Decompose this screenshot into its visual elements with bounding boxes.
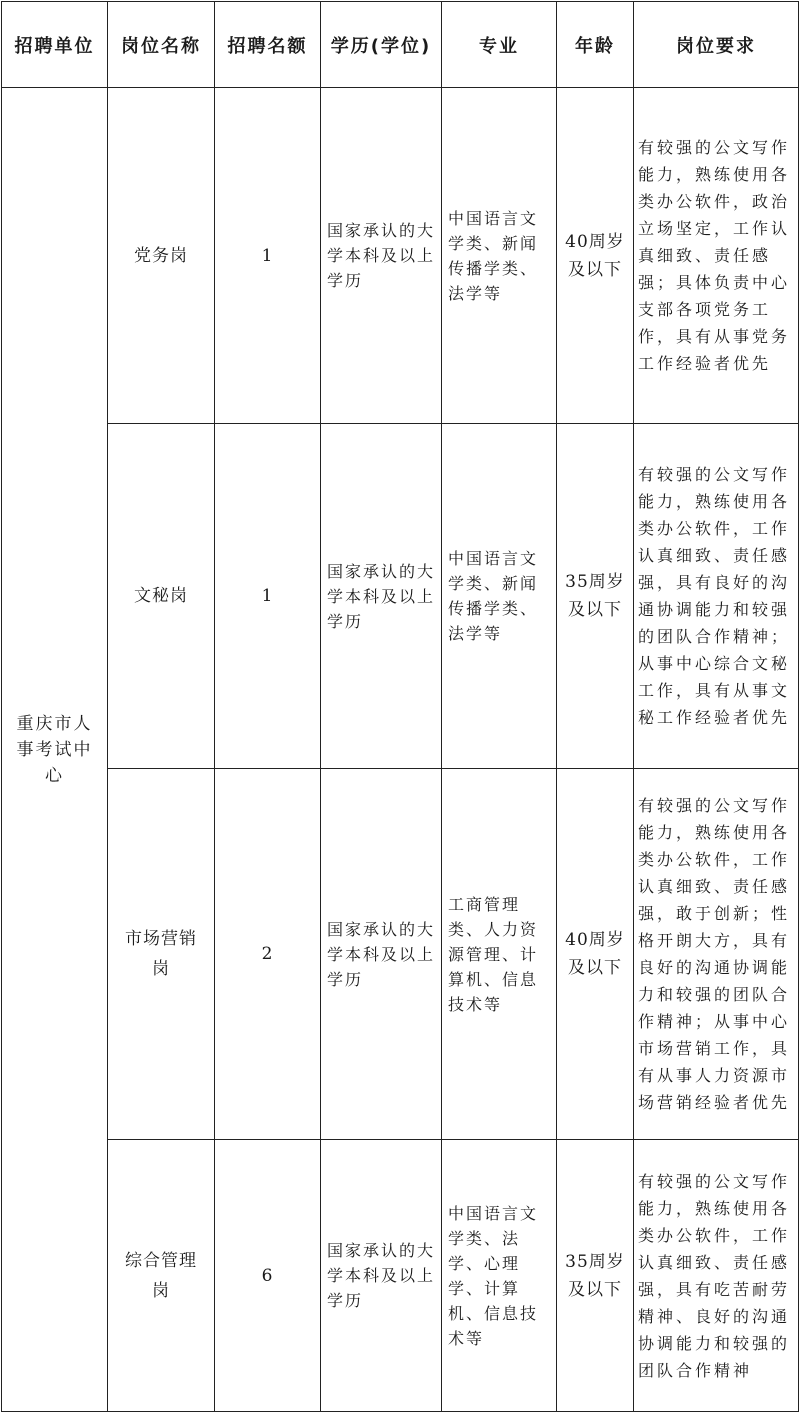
education-text: 国家承认的大学本科及以上学历 [327,1241,436,1310]
quota-value: 6 [261,1265,274,1286]
age-text: 40周岁及以下 [565,231,625,280]
recruitment-table [1,1,799,1412]
header-position [108,2,215,88]
requirements-text: 有较强的公文写作能力，熟练使用各类办公软件，政治立场坚定，工作认真细致、责任感强；具体负责中心支部各项党务工作，具有从事党务工作经验者优先 [638,138,791,373]
requirements-text: 有较强的公文写作能力，熟练使用各类办公软件，工作认真细致、责任感强，具有良好的沟通协调能力和较强的团队合作精神；从事中心综合文秘工作，具有从事文秘工作经验者优先 [638,465,791,727]
age-text: 40周岁及以下 [565,930,625,978]
header-age-label: 年龄 [575,35,615,57]
major-cell [442,88,557,424]
header-requirements [634,2,799,88]
education-cell [321,769,442,1140]
position-name: 市场营销岗 [125,929,197,979]
quota-value: 2 [261,944,274,964]
header-education [321,2,442,88]
header-age [557,2,634,88]
education-cell [321,88,442,424]
major-cell [442,769,557,1140]
header-unit-label: 招聘单位 [14,35,95,57]
header-requirements-label: 岗位要求 [676,35,756,57]
major-text: 中国语言文学类、新闻传播学类、法学等 [448,208,539,303]
header-quota [215,2,321,88]
position-cell [108,424,215,769]
education-text: 国家承认的大学本科及以上学历 [327,919,436,989]
header-row [2,2,799,88]
age-text: 35周岁及以下 [565,572,625,620]
header-unit [2,2,108,88]
education-cell [321,1140,442,1412]
major-text: 工商管理类、人力资源管理、计算机、信息技术等 [448,894,539,1014]
position-cell [108,88,215,424]
position-cell [108,1140,215,1412]
education-text: 国家承认的大学本科及以上学历 [327,561,436,631]
table-row [2,769,799,1140]
requirements-cell [634,88,799,424]
requirements-text: 有较强的公文写作能力，熟练使用各类办公软件，工作认真细致、责任感强，具有吃苦耐劳精神、良好的沟通协调能力和较强的团队合作精神 [638,1171,791,1380]
position-name: 党务岗 [134,245,188,266]
header-quota-label: 招聘名额 [227,35,308,57]
major-cell [442,424,557,769]
major-text: 中国语言文学类、法学、心理学、计算机、信息技术等 [448,1203,539,1348]
requirements-cell [634,769,799,1140]
quota-cell [215,88,321,424]
age-cell [557,769,634,1140]
requirements-cell [634,424,799,769]
education-text: 国家承认的大学本科及以上学历 [327,221,436,290]
quota-cell [215,424,321,769]
header-education-label: 学历(学位) [330,35,432,57]
requirements-text: 有较强的公文写作能力，熟练使用各类办公软件，工作认真细致、责任感强，敢于创新；性格开朗大方，具有良好的沟通协调能力和较强的团队合作精神；从事中心市场营销工作，具有从事人力资源市场营销经验者优先 [638,796,791,1112]
header-position-label: 岗位名称 [121,35,201,57]
quota-cell [215,1140,321,1412]
age-cell [557,1140,634,1412]
table-row [2,1140,799,1412]
unit-cell [2,88,108,1412]
position-name: 文秘岗 [134,586,188,606]
unit-name: 重庆市人事考试中心 [16,713,93,786]
quota-value: 1 [261,586,274,606]
age-cell [557,88,634,424]
table-row [2,88,799,424]
position-cell [108,769,215,1140]
position-name: 综合管理岗 [125,1250,197,1301]
education-cell [321,424,442,769]
quota-cell [215,769,321,1140]
age-text: 35周岁及以下 [565,1251,625,1300]
requirements-cell [634,1140,799,1412]
major-cell [442,1140,557,1412]
header-major-label: 专业 [479,35,519,57]
age-cell [557,424,634,769]
quota-value: 1 [261,245,274,266]
header-major [442,2,557,88]
table-row [2,424,799,769]
major-text: 中国语言文学类、新闻传播学类、法学等 [448,549,539,643]
